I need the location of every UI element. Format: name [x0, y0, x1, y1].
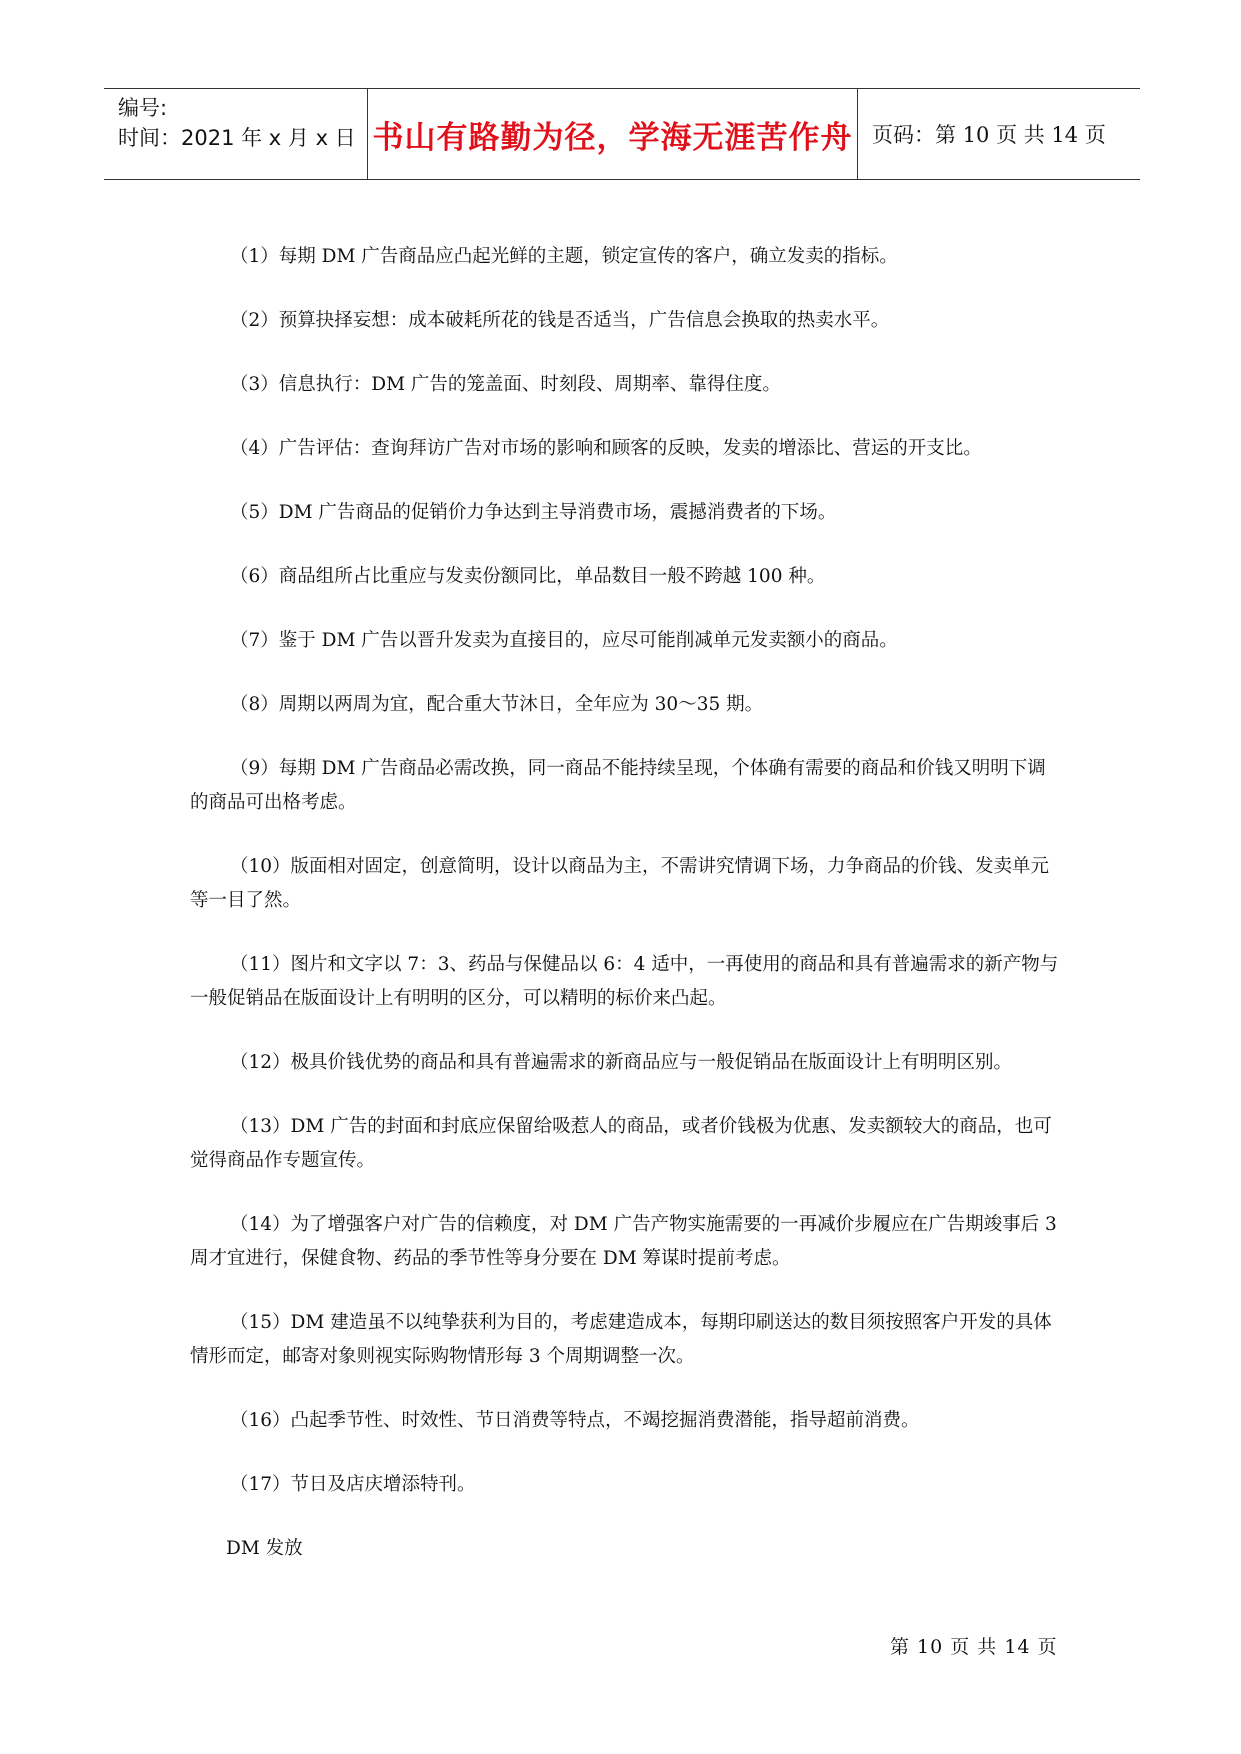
- paragraph-3: （3）信息执行：DM 广告的笼盖面、时刻段、周期率、靠得住度。: [230, 374, 781, 395]
- header-meta: [104, 89, 368, 179]
- paragraph-6: （6）商品组所占比重应与发卖份额同比，单品数目一般不跨越 100 种。: [230, 566, 826, 587]
- paragraph-5: （5）DM 广告商品的促销价力争达到主导消费市场，震撼消费者的下场。: [230, 502, 837, 523]
- paragraph-13: （13）DM 广告的封面和封底应保留给吸惹人的商品，或者价钱极为优惠、发卖额较大的商品，也可觉得商品作专题宣传。: [190, 1116, 1052, 1171]
- paragraph-17: （17）节日及店庆增添特刊。: [230, 1474, 476, 1495]
- paragraph-9: （9）每期 DM 广告商品必需改换，同一商品不能持续呈现，个体确有需要的商品和价钱又明明下调的商品可出格考虑。: [190, 758, 1046, 813]
- paragraph-10: （10）版面相对固定，创意简明，设计以商品为主，不需讲究情调下场，力争商品的价钱、发卖单元等一目了然。: [190, 856, 1050, 911]
- paragraph-2: （2）预算抉择妄想：成本破耗所花的钱是否适当，广告信息会换取的热卖水平。: [230, 310, 890, 331]
- page-footer: 第 10 页 共 14 页: [890, 1636, 1058, 1658]
- document-time-label: 时间：2021 年 x 月 x 日: [118, 126, 356, 150]
- paragraph-7: （7）鉴于 DM 广告以晋升发卖为直接目的，应尽可能削减单元发卖额小的商品。: [230, 630, 898, 651]
- paragraph-8: （8）周期以两周为宜，配合重大节沐日，全年应为 30～35 期。: [230, 694, 764, 715]
- header-page-label: 页码：第 10 页 共 14 页: [872, 123, 1106, 147]
- paragraph-14: （14）为了增强客户对广告的信赖度，对 DM 广告产物实施需要的一再减价步履应在广告期竣事后 3 周才宜进行，保健食物、药品的季节性等身分要在 DM 筹谋时提前考虑。: [190, 1214, 1057, 1269]
- paragraph-16: （16）凸起季节性、时效性、节日消费等特点，不竭挖掘消费潜能，指导超前消费。: [230, 1410, 920, 1431]
- header-motto: 书山有路勤为径，学海无涯苦作舟: [368, 89, 858, 179]
- paragraph-15: （15）DM 建造虽不以纯挚获利为目的，考虑建造成本，每期印刷送达的数目须按照客户开发的具体情形而定，邮寄对象则视实际购物情形每 3 个周期调整一次。: [190, 1312, 1052, 1367]
- paragraph-11: （11）图片和文字以 7：3、药品与保健品以 6：4 适中，一再使用的商品和具有普遍需求的新产物与一般促销品在版面设计上有明明的区分，可以精明的标价来凸起。: [190, 954, 1059, 1009]
- document-number-label: 编号:: [118, 96, 168, 120]
- paragraph-12: （12）极具价钱优势的商品和具有普遍需求的新商品应与一般促销品在版面设计上有明明区别。: [230, 1052, 1013, 1073]
- paragraph-1: （1）每期 DM 广告商品应凸起光鲜的主题，锁定宣传的客户，确立发卖的指标。: [230, 246, 898, 267]
- page-header: [104, 88, 1140, 180]
- paragraph-4: （4）广告评估：查询拜访广告对市场的影响和顾客的反映，发卖的增添比、营运的开支比。: [230, 438, 982, 459]
- section-title: DM 发放: [226, 1538, 303, 1559]
- document-body: [190, 240, 1060, 1566]
